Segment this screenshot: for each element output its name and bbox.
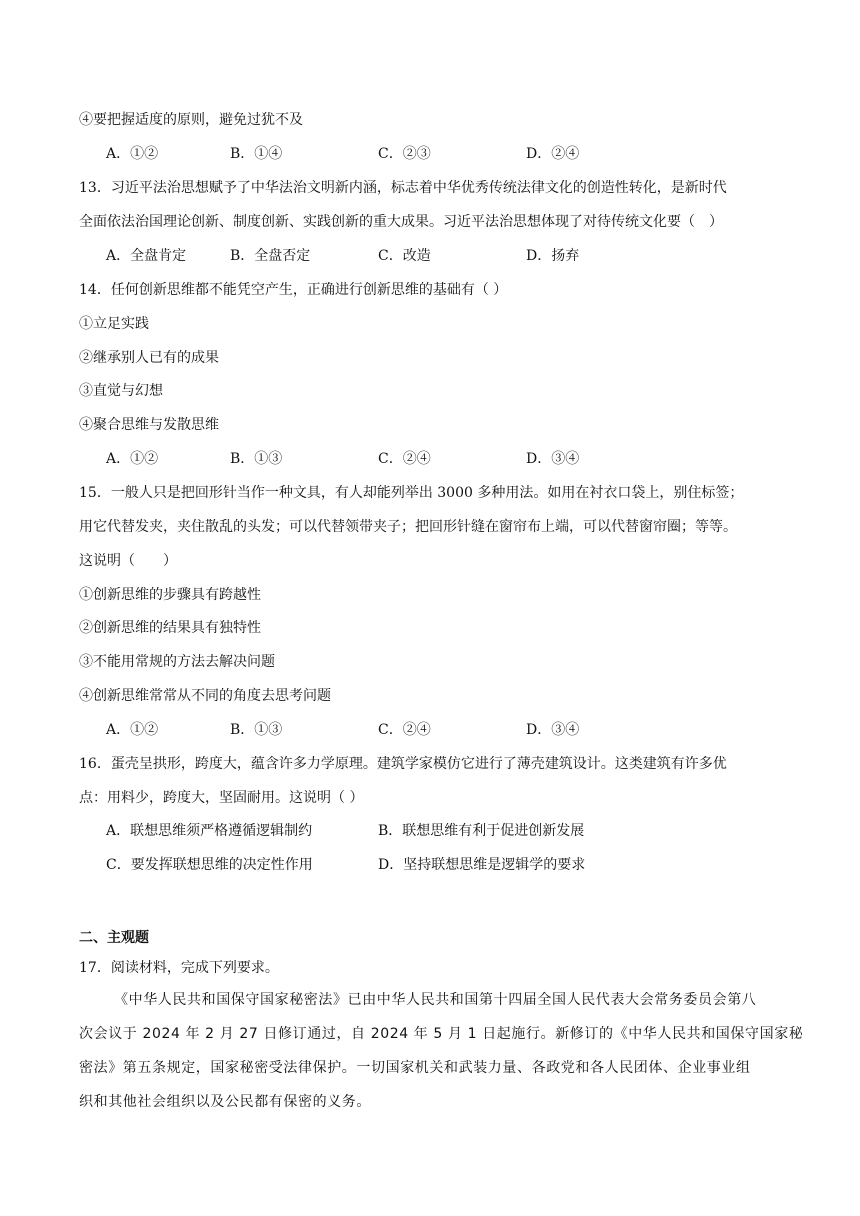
section-title: 二、主观题 xyxy=(79,930,149,946)
option-b: B．联想思维有利于促进创新发展 xyxy=(378,823,585,839)
option-d: D．③④ xyxy=(526,451,580,467)
material-line-2: 次会议于 2024 年 2 月 27 日修订通过，自 2024 年 5 月 1 日起施行。新修订的《中华人民共和国保守国家秘 xyxy=(79,1026,804,1042)
question-14-item-2: ②继承别人已有的成果 xyxy=(79,350,219,366)
option-b: B．①③ xyxy=(230,451,283,467)
option-d: D．②④ xyxy=(526,146,580,162)
option-a: A．联想思维须严格遵循逻辑制约 xyxy=(106,823,313,839)
option-c: C．②④ xyxy=(378,451,431,467)
option-b: B．全盘否定 xyxy=(230,248,311,264)
material-line-3: 密法》第五条规定，国家秘密受法律保护。一切国家机关和武装力量、各政党和各人民团体、企业事业组 xyxy=(79,1060,751,1076)
option-c: C．要发挥联想思维的决定性作用 xyxy=(106,857,313,873)
question-16-stem-line-2: 点：用料少，跨度大，坚固耐用。这说明（ ） xyxy=(79,790,364,806)
option-a: A．全盘肯定 xyxy=(106,248,187,264)
question-13-stem-line-2: 全面依法治国理论创新、制度创新、实践创新的重大成果。习近平法治思想体现了对待传统文化要（ ） xyxy=(79,214,723,230)
question-16-stem-line-1: 16．蛋壳呈拱形，跨度大，蕴含许多力学原理。建筑学家模仿它进行了薄壳建筑设计。这类建筑有许多优 xyxy=(79,756,727,772)
material-line-4: 织和其他社会组织以及公民都有保密的义务。 xyxy=(79,1094,371,1110)
option-d: D．坚持联想思维是逻辑学的要求 xyxy=(378,857,586,873)
question-14-stem: 14．任何创新思维都不能凭空产生，正确进行创新思维的基础有（ ） xyxy=(79,282,508,298)
question-14-item-4: ④聚合思维与发散思维 xyxy=(79,417,219,433)
option-a: A．①② xyxy=(106,146,159,162)
option-c: C．②③ xyxy=(378,146,431,162)
question-14-item-1: ①立足实践 xyxy=(79,316,149,332)
question-15-stem-line-2: 用它代替发夹，夹住散乱的头发；可以代替领带夹子；把回形针缝在窗帘布上端，可以代替窗帘圈；等等。 xyxy=(79,519,737,535)
option-c: C．改造 xyxy=(378,248,431,264)
option-b: B．①④ xyxy=(230,146,283,162)
option-a: A．①② xyxy=(106,451,159,467)
question-15-stem-line-1: 15．一般人只是把回形针当作一种文具，有人却能列举出 3000 多种用法。如用在衬衣口袋上，别住标签； xyxy=(79,485,744,501)
question-15-item-2: ②创新思维的结果具有独特性 xyxy=(79,620,261,636)
question-17-stem: 17．阅读材料，完成下列要求。 xyxy=(79,960,279,976)
question-15-item-1: ①创新思维的步骤具有跨越性 xyxy=(79,587,261,603)
question-12-item-4: ④要把握适度的原则，避免过犹不及 xyxy=(79,112,303,128)
question-15-item-4: ④创新思维常常从不同的角度去思考问题 xyxy=(79,688,331,704)
option-c: C．②④ xyxy=(378,722,431,738)
question-15-item-3: ③不能用常规的方法去解决问题 xyxy=(79,654,275,670)
question-13-stem-line-1: 13．习近平法治思想赋予了中华法治文明新内涵，标志着中华优秀传统法律文化的创造性转化，是新时代 xyxy=(79,180,727,196)
question-15-stem-line-3: 这说明（ ） xyxy=(79,553,177,569)
option-d: D．扬弃 xyxy=(526,248,580,264)
option-d: D．③④ xyxy=(526,722,580,738)
question-14-item-3: ③直觉与幻想 xyxy=(79,383,163,399)
option-a: A．①② xyxy=(106,722,159,738)
option-b: B．①③ xyxy=(230,722,283,738)
material-line-1: 《中华人民共和国保守国家秘密法》已由中华人民共和国第十四届全国人民代表大会常务委员会第八 xyxy=(114,992,757,1008)
